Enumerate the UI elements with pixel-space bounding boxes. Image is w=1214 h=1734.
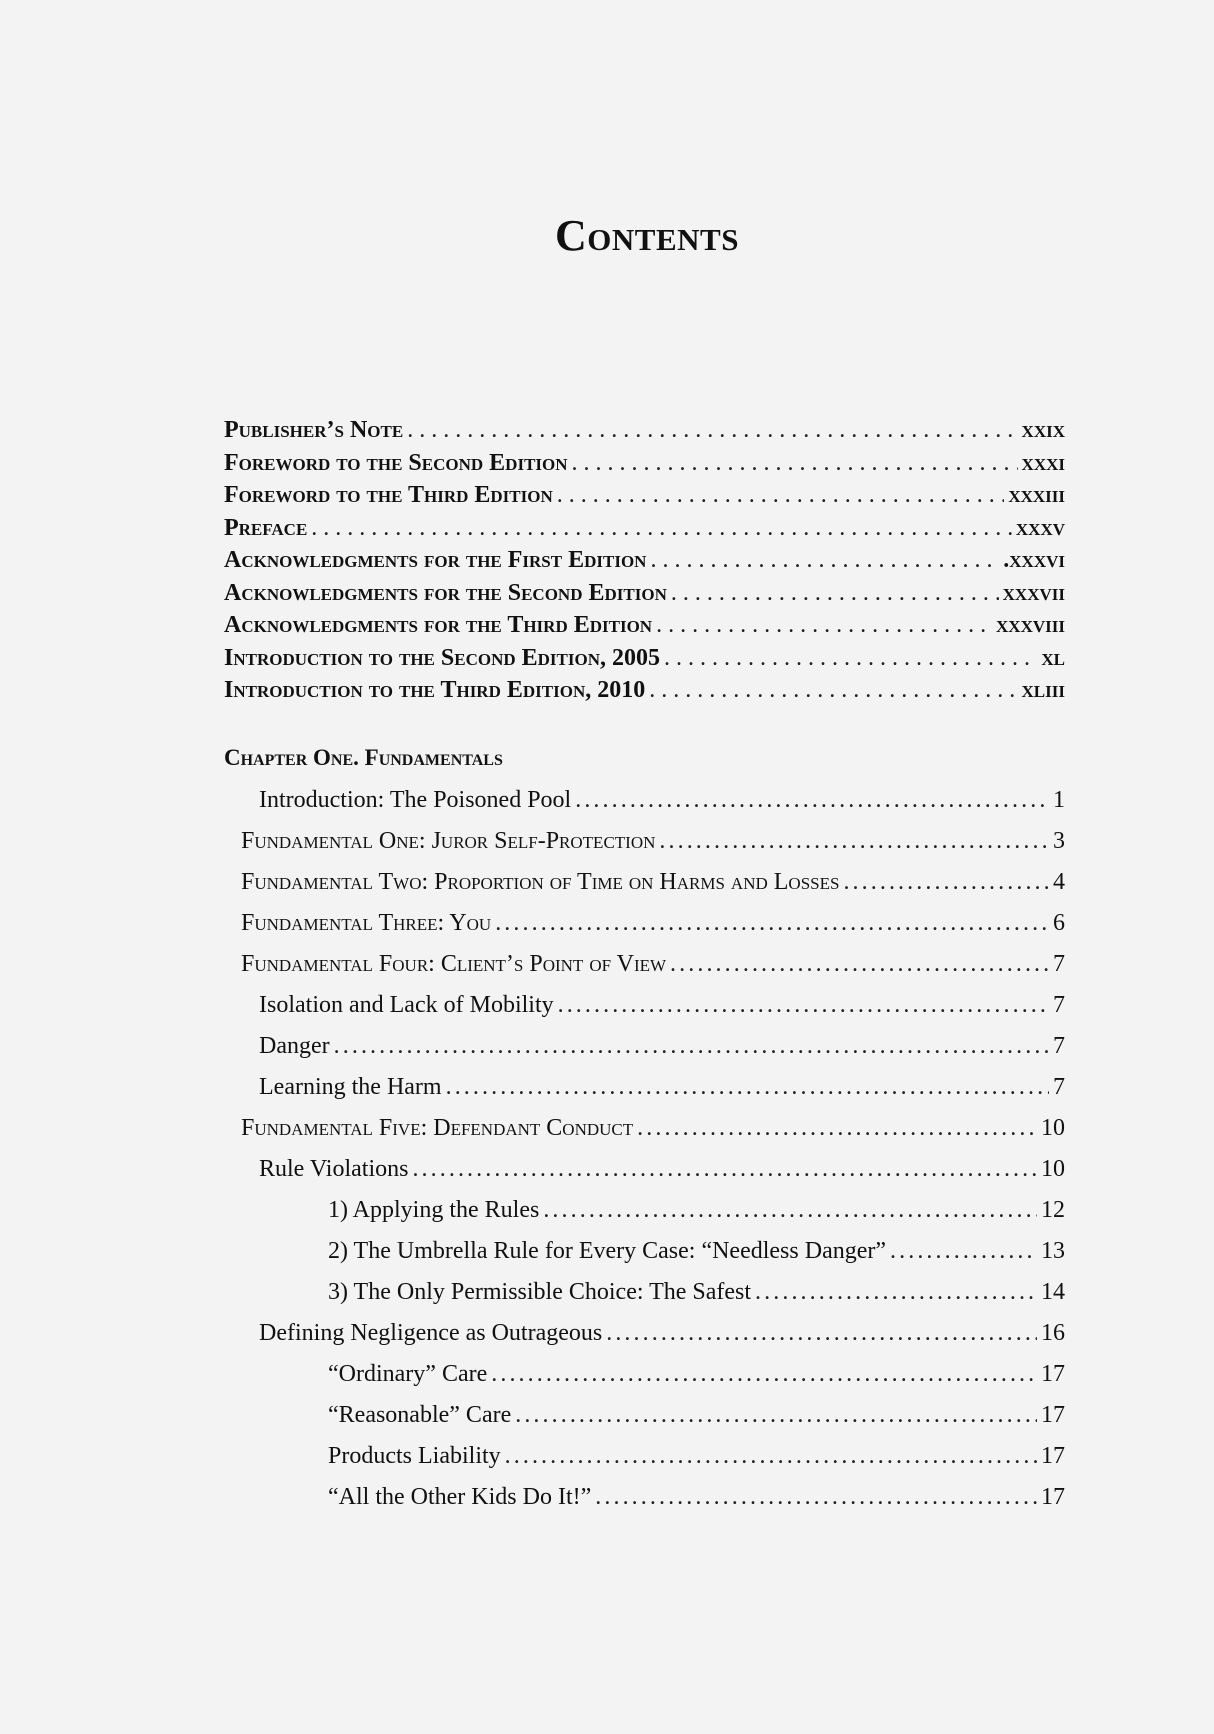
dot-leader <box>311 515 1012 542</box>
entry-page: 4 <box>1053 869 1065 895</box>
dot-leader <box>606 1320 1037 1347</box>
entry-page: 7 <box>1053 951 1065 977</box>
entry-page: xxxiii <box>1008 482 1065 508</box>
entry-label: Rule Violations <box>259 1156 409 1182</box>
entry-label: Fundamental Four: Client’s Point of View <box>241 951 667 977</box>
dot-leader <box>595 1484 1037 1511</box>
entry-label: Products Liability <box>328 1443 501 1469</box>
entry-label: Fundamental Five: Defendant Conduct <box>241 1115 634 1141</box>
dot-leader <box>670 951 1049 978</box>
toc-entry[interactable] <box>224 580 1065 613</box>
entry-label: Fundamental Three: You <box>241 910 492 936</box>
entry-page: 16 <box>1041 1320 1065 1346</box>
toc-entry[interactable] <box>224 417 1065 450</box>
entry-page: 13 <box>1041 1238 1065 1264</box>
entry-label: 2) The Umbrella Rule for Every Case: “Needless Danger” <box>328 1238 887 1264</box>
dot-leader <box>558 992 1049 1019</box>
dot-leader <box>572 450 1018 477</box>
entry-page: 17 <box>1041 1361 1065 1387</box>
entry-page: 14 <box>1041 1279 1065 1305</box>
toc-entry[interactable] <box>224 1402 1065 1443</box>
dot-leader <box>446 1074 1049 1101</box>
dot-leader <box>495 910 1049 937</box>
toc-entry[interactable] <box>224 828 1065 869</box>
entry-page: 7 <box>1053 992 1065 1018</box>
toc-entry[interactable] <box>224 1156 1065 1197</box>
entry-label: Foreword to the Third Edition <box>224 482 553 508</box>
entry-label: Publisher’s Note <box>224 417 404 443</box>
toc-entry[interactable] <box>224 677 1065 710</box>
entry-label: Preface <box>224 514 308 541</box>
entry-page: 3 <box>1053 828 1065 854</box>
chapter-heading: Chapter One. Fundamentals <box>224 745 503 770</box>
entry-label: Introduction to the Second Edition, 2005 <box>224 644 660 671</box>
entry-label: Introduction: The Poisoned Pool <box>259 787 572 813</box>
dot-leader <box>671 580 999 607</box>
toc-entry[interactable] <box>224 1320 1065 1361</box>
toc-entry[interactable] <box>224 1033 1065 1074</box>
entry-page: xliii <box>1021 677 1065 703</box>
dot-leader <box>659 828 1049 855</box>
dot-leader <box>664 645 1037 672</box>
toc-entry[interactable] <box>224 1197 1065 1238</box>
toc-entry[interactable] <box>224 869 1065 910</box>
entry-label: Defining Negligence as Outrageous <box>259 1320 603 1346</box>
entry-label: Acknowledgments for the Second Edition <box>224 579 667 606</box>
dot-leader <box>557 482 1005 509</box>
entry-page: .xxxvi <box>1003 547 1065 573</box>
toc-entry[interactable] <box>224 1074 1065 1115</box>
entry-label: “Reasonable” Care <box>328 1402 512 1428</box>
entry-page: xxxv <box>1015 514 1065 541</box>
toc-entry[interactable] <box>224 515 1065 548</box>
dot-leader <box>890 1238 1037 1265</box>
toc-entry[interactable] <box>224 482 1065 515</box>
entry-page: 12 <box>1041 1197 1065 1223</box>
toc-entry[interactable] <box>224 1361 1065 1402</box>
dot-leader <box>575 787 1049 814</box>
entry-label: Introduction to the Third Edition, 2010 <box>224 677 646 703</box>
entry-page: 10 <box>1041 1156 1065 1182</box>
dot-leader <box>407 417 1017 444</box>
entry-label: Fundamental One: Juror Self-Protection <box>241 828 656 854</box>
front-matter-list <box>224 417 1065 710</box>
toc-entry[interactable] <box>224 787 1065 828</box>
entry-page: xl <box>1041 644 1065 671</box>
entry-label: 1) Applying the Rules <box>328 1197 540 1223</box>
toc-entry[interactable] <box>224 645 1065 678</box>
entry-label: “All the Other Kids Do It!” <box>328 1484 592 1510</box>
dot-leader <box>334 1033 1049 1060</box>
entry-page: 17 <box>1041 1443 1065 1469</box>
chapter-entry-list <box>224 787 1065 1525</box>
dot-leader <box>637 1115 1037 1142</box>
dot-leader <box>515 1402 1037 1429</box>
toc-entry[interactable] <box>224 1443 1065 1484</box>
toc-entry[interactable] <box>224 1279 1065 1320</box>
entry-page: 17 <box>1041 1402 1065 1428</box>
entry-label: Danger <box>259 1033 330 1059</box>
dot-leader <box>505 1443 1037 1470</box>
dot-leader <box>755 1279 1037 1306</box>
toc-entry[interactable] <box>224 1238 1065 1279</box>
entry-page: 10 <box>1041 1115 1065 1141</box>
dot-leader <box>491 1361 1037 1388</box>
entry-page: 1 <box>1053 787 1065 813</box>
dot-leader <box>649 677 1017 704</box>
entry-page: 17 <box>1041 1484 1065 1510</box>
dot-leader <box>656 612 992 639</box>
toc-entry[interactable] <box>224 992 1065 1033</box>
entry-page: xxxi <box>1021 449 1065 476</box>
dot-leader <box>650 547 999 574</box>
toc-entry[interactable] <box>224 450 1065 483</box>
toc-entry[interactable] <box>224 951 1065 992</box>
entry-page: 6 <box>1053 910 1065 936</box>
entry-label: Isolation and Lack of Mobility <box>259 992 554 1018</box>
entry-page: 7 <box>1053 1033 1065 1059</box>
dot-leader <box>843 869 1049 896</box>
entry-label: Fundamental Two: Proportion of Time on Harms and Losses <box>241 869 840 895</box>
entry-label: “Ordinary” Care <box>328 1361 488 1387</box>
toc-entry[interactable] <box>224 1115 1065 1156</box>
entry-page: xxxviii <box>996 612 1065 638</box>
dot-leader <box>412 1156 1037 1183</box>
entry-page: 7 <box>1053 1074 1065 1100</box>
entry-label: Foreword to the Second Edition <box>224 449 568 476</box>
page-title: Contents <box>555 211 739 260</box>
toc-entry[interactable] <box>224 1484 1065 1525</box>
entry-page: xxxvii <box>1002 579 1065 606</box>
entry-label: Acknowledgments for the First Edition <box>224 547 647 573</box>
entry-page: xxix <box>1021 417 1065 443</box>
toc-entry[interactable] <box>224 910 1065 951</box>
toc-entry[interactable] <box>224 547 1065 580</box>
entry-label: 3) The Only Permissible Choice: The Safest <box>328 1279 752 1305</box>
entry-label: Acknowledgments for the Third Edition <box>224 612 653 638</box>
dot-leader <box>543 1197 1037 1224</box>
toc-entry[interactable] <box>224 612 1065 645</box>
entry-label: Learning the Harm <box>259 1074 442 1100</box>
